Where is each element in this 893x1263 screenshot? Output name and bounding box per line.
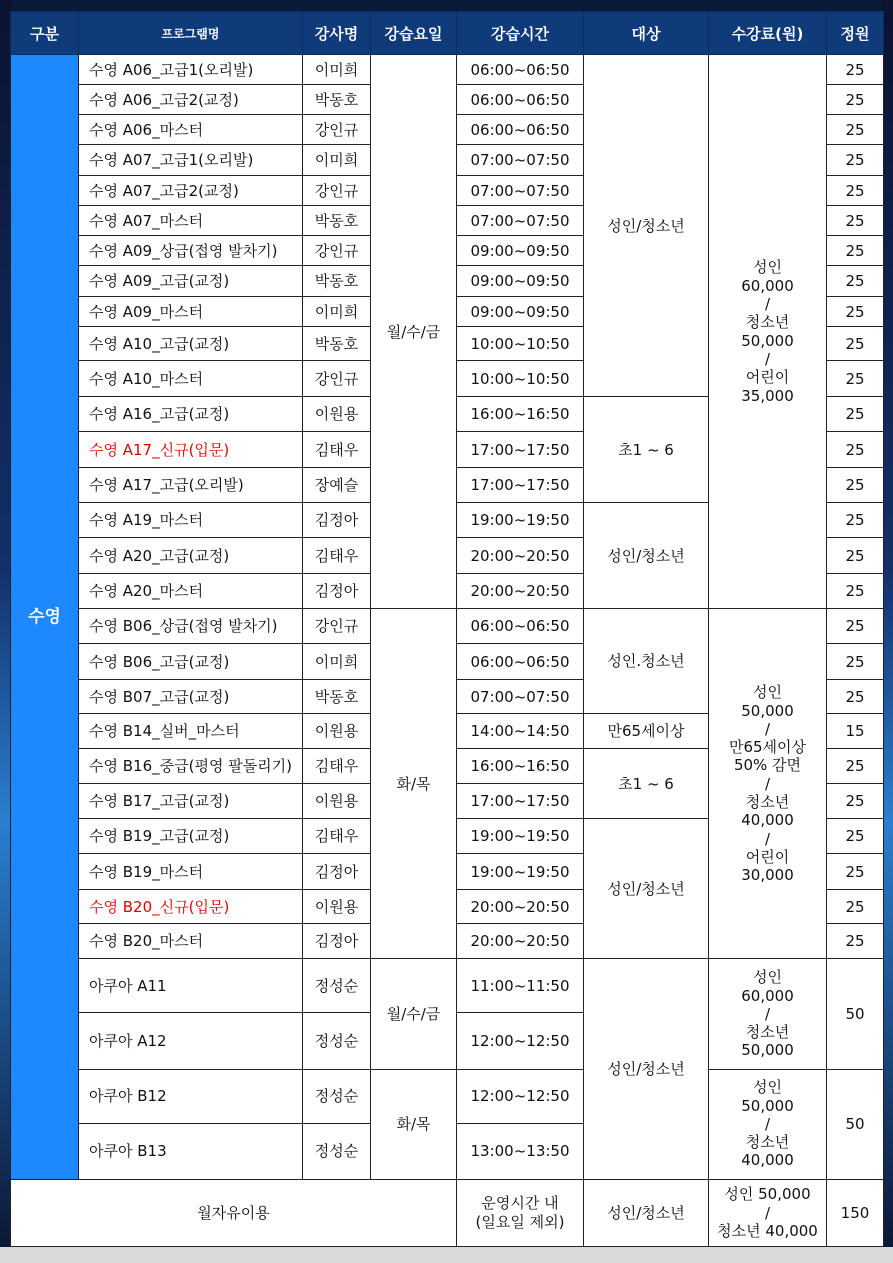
instructor-name: 김정아 <box>303 503 371 538</box>
program-name: 수영 B20_마스터 <box>79 924 303 959</box>
fee-cell-line: / <box>764 829 771 848</box>
class-time: 09:00~09:50 <box>457 297 584 327</box>
program-name: 수영 A09_고급(교정) <box>79 266 303 297</box>
instructor-name: 이미희 <box>303 297 371 327</box>
class-time: 06:00~06:50 <box>457 55 584 85</box>
days-cell: 화/목 <box>371 609 457 959</box>
fee-cell-line: / <box>764 349 771 368</box>
class-time: 19:00~19:50 <box>457 854 584 890</box>
program-name: 수영 A09_마스터 <box>79 297 303 327</box>
instructor-name: 정성순 <box>303 1013 371 1069</box>
instructor-name: 박동호 <box>303 266 371 297</box>
instructor-name: 김정아 <box>303 924 371 959</box>
fee-cell-line: 50% 감면 <box>733 756 802 775</box>
capacity-cell: 25 <box>827 206 884 236</box>
instructor-name: 박동호 <box>303 85 371 115</box>
program-name: 수영 B07_고급(교정) <box>79 680 303 714</box>
program-name: 아쿠아 B13 <box>79 1123 303 1179</box>
instructor-name: 김태우 <box>303 432 371 468</box>
header-time: 강습시간 <box>457 12 584 55</box>
header-instructor: 강사명 <box>303 12 371 55</box>
program-name: 아쿠아 B12 <box>79 1069 303 1123</box>
program-name: 수영 B06_고급(교정) <box>79 644 303 680</box>
program-name: 수영 A19_마스터 <box>79 503 303 538</box>
instructor-name: 장예슬 <box>303 468 371 503</box>
class-time: 17:00~17:50 <box>457 784 584 819</box>
program-name: 수영 B19_마스터 <box>79 854 303 890</box>
class-time: 09:00~09:50 <box>457 236 584 266</box>
instructor-name: 정성순 <box>303 959 371 1013</box>
days-cell: 월/수/금 <box>371 959 457 1069</box>
class-time: 07:00~07:50 <box>457 206 584 236</box>
target-cell: 만65세이상 <box>584 714 709 749</box>
class-time: 16:00~16:50 <box>457 749 584 784</box>
capacity-cell: 25 <box>827 538 884 574</box>
fee-cell <box>709 1179 827 1246</box>
fee-cell-line: 성인 <box>753 683 782 702</box>
fee-cell-line: 어린이 <box>745 368 790 387</box>
fee-cell-line: 청소년 <box>745 313 790 332</box>
target-cell: 성인/청소년 <box>584 959 709 1179</box>
program-name: 수영 A06_마스터 <box>79 115 303 145</box>
program-name: 수영 A20_마스터 <box>79 574 303 609</box>
class-time: 11:00~11:50 <box>457 959 584 1013</box>
program-name: 수영 B06_상급(접영 발차기) <box>79 609 303 644</box>
table-row <box>11 1179 884 1246</box>
class-time: 16:00~16:50 <box>457 397 584 432</box>
capacity-cell: 150 <box>827 1179 884 1246</box>
fee-cell-line: 40,000 <box>741 811 794 830</box>
program-name: 수영 A17_고급(오리발) <box>79 468 303 503</box>
header-fee: 수강료(원) <box>709 12 827 55</box>
program-name: 수영 A07_고급2(교정) <box>79 176 303 206</box>
fee-cell-line: 40,000 <box>741 1151 794 1170</box>
capacity-cell: 15 <box>827 714 884 749</box>
table-row <box>11 55 884 85</box>
class-time: 10:00~10:50 <box>457 361 584 397</box>
class-time: 12:00~12:50 <box>457 1013 584 1069</box>
fee-cell-line: / <box>764 1203 771 1222</box>
class-time: 06:00~06:50 <box>457 644 584 680</box>
instructor-name: 박동호 <box>303 327 371 361</box>
program-name: 수영 A07_마스터 <box>79 206 303 236</box>
instructor-name: 김정아 <box>303 854 371 890</box>
class-time: 17:00~17:50 <box>457 432 584 468</box>
fee-cell-line: 청소년 <box>745 1133 790 1152</box>
class-time <box>457 1179 584 1246</box>
class-time: 07:00~07:50 <box>457 680 584 714</box>
program-name: 수영 A10_마스터 <box>79 361 303 397</box>
instructor-name: 이원용 <box>303 784 371 819</box>
class-time: 06:00~06:50 <box>457 609 584 644</box>
capacity-cell: 25 <box>827 784 884 819</box>
target-cell: 성인/청소년 <box>584 1179 709 1246</box>
program-name: 수영 A17_신규(입문) <box>79 432 303 468</box>
program-name: 수영 B16_중급(평영 팔돌리기) <box>79 749 303 784</box>
table-row <box>11 609 884 644</box>
fee-cell-line: 성인 <box>753 258 782 277</box>
fee-cell-line: / <box>764 295 771 314</box>
class-time: 19:00~19:50 <box>457 503 584 538</box>
swimming-schedule-table <box>10 11 884 1247</box>
class-time-line: (일요일 제외) <box>475 1212 565 1231</box>
capacity-cell: 25 <box>827 432 884 468</box>
capacity-cell: 25 <box>827 115 884 145</box>
capacity-cell: 25 <box>827 85 884 115</box>
program-name: 수영 B17_고급(교정) <box>79 784 303 819</box>
capacity-cell: 50 <box>827 1069 884 1179</box>
capacity-cell: 25 <box>827 266 884 297</box>
capacity-cell: 25 <box>827 574 884 609</box>
fee-cell <box>709 959 827 1069</box>
capacity-cell: 25 <box>827 236 884 266</box>
header-target: 대상 <box>584 12 709 55</box>
capacity-cell: 25 <box>827 468 884 503</box>
instructor-name: 강인규 <box>303 176 371 206</box>
instructor-name: 이미희 <box>303 644 371 680</box>
program-name: 수영 B20_신규(입문) <box>79 890 303 924</box>
program-name: 수영 A07_고급1(오리발) <box>79 145 303 176</box>
capacity-cell: 25 <box>827 609 884 644</box>
instructor-name: 강인규 <box>303 361 371 397</box>
capacity-cell: 25 <box>827 503 884 538</box>
fee-cell-line: / <box>764 774 771 793</box>
capacity-cell: 25 <box>827 361 884 397</box>
capacity-cell: 50 <box>827 959 884 1069</box>
instructor-name: 김태우 <box>303 749 371 784</box>
class-time: 10:00~10:50 <box>457 327 584 361</box>
fee-cell-line: 만65세이상 <box>728 738 807 757</box>
class-time: 13:00~13:50 <box>457 1123 584 1179</box>
program-name: 아쿠아 A11 <box>79 959 303 1013</box>
days-cell: 화/목 <box>371 1069 457 1179</box>
instructor-name: 이원용 <box>303 890 371 924</box>
table-row <box>11 1069 884 1123</box>
fee-cell-line: 50,000 <box>741 1096 794 1115</box>
instructor-name: 이미희 <box>303 55 371 85</box>
fee-cell-line: 50,000 <box>741 701 794 720</box>
class-time: 20:00~20:50 <box>457 574 584 609</box>
class-time: 20:00~20:50 <box>457 890 584 924</box>
capacity-cell: 25 <box>827 924 884 959</box>
fee-cell-line: / <box>764 1004 771 1023</box>
class-time: 07:00~07:50 <box>457 176 584 206</box>
target-cell: 성인.청소년 <box>584 609 709 714</box>
program-name: 수영 A06_고급2(교정) <box>79 85 303 115</box>
target-cell: 성인/청소년 <box>584 503 709 609</box>
program-name: 수영 A16_고급(교정) <box>79 397 303 432</box>
instructor-name: 박동호 <box>303 680 371 714</box>
table-row <box>11 959 884 1013</box>
fee-cell-line: 35,000 <box>741 386 794 405</box>
capacity-cell: 25 <box>827 854 884 890</box>
capacity-cell: 25 <box>827 890 884 924</box>
fee-cell <box>709 609 827 959</box>
target-cell: 성인/청소년 <box>584 55 709 397</box>
days-cell: 월/수/금 <box>371 55 457 609</box>
class-time: 14:00~14:50 <box>457 714 584 749</box>
fee-cell-line: 청소년 40,000 <box>717 1221 818 1240</box>
program-name: 수영 B19_고급(교정) <box>79 819 303 854</box>
fee-cell-line: 청소년 <box>745 1023 790 1042</box>
schedule-body <box>11 55 884 1247</box>
class-time: 20:00~20:50 <box>457 538 584 574</box>
fee-cell-line: / <box>764 719 771 738</box>
program-name: 수영 A20_고급(교정) <box>79 538 303 574</box>
program-name: 월자유이용 <box>11 1179 457 1246</box>
class-time: 07:00~07:50 <box>457 145 584 176</box>
instructor-name: 강인규 <box>303 609 371 644</box>
class-time: 06:00~06:50 <box>457 85 584 115</box>
program-name: 수영 A10_고급(교정) <box>79 327 303 361</box>
header-category: 구분 <box>11 12 79 55</box>
instructor-name: 정성순 <box>303 1123 371 1179</box>
fee-cell-line: 30,000 <box>741 866 794 885</box>
instructor-name: 이원용 <box>303 397 371 432</box>
class-time: 06:00~06:50 <box>457 115 584 145</box>
fee-cell-line: 어린이 <box>745 847 790 866</box>
fee-cell-line: 50,000 <box>741 1041 794 1060</box>
capacity-cell: 25 <box>827 749 884 784</box>
target-cell: 초1 ~ 6 <box>584 397 709 503</box>
instructor-name: 김태우 <box>303 819 371 854</box>
program-name: 아쿠아 A12 <box>79 1013 303 1069</box>
program-name: 수영 A06_고급1(오리발) <box>79 55 303 85</box>
instructor-name: 이미희 <box>303 145 371 176</box>
instructor-name: 김정아 <box>303 574 371 609</box>
capacity-cell: 25 <box>827 819 884 854</box>
fee-cell <box>709 55 827 609</box>
fee-cell-line: 성인 <box>753 1078 782 1097</box>
header-capacity: 정원 <box>827 12 884 55</box>
fee-cell-line: 성인 <box>753 968 782 987</box>
fee-cell-line: 청소년 <box>745 792 790 811</box>
bottom-background-strip <box>0 1247 893 1263</box>
fee-cell <box>709 1069 827 1179</box>
capacity-cell: 25 <box>827 644 884 680</box>
class-time-line: 운영시간 내 <box>481 1194 559 1213</box>
capacity-cell: 25 <box>827 176 884 206</box>
fee-cell-line: 성인 50,000 <box>724 1185 811 1204</box>
class-time: 12:00~12:50 <box>457 1069 584 1123</box>
fee-cell-line: / <box>764 1114 771 1133</box>
capacity-cell: 25 <box>827 327 884 361</box>
category-cell: 수영 <box>11 55 79 1180</box>
class-time: 09:00~09:50 <box>457 266 584 297</box>
instructor-name: 이원용 <box>303 714 371 749</box>
instructor-name: 김태우 <box>303 538 371 574</box>
target-cell: 초1 ~ 6 <box>584 749 709 819</box>
instructor-name: 박동호 <box>303 206 371 236</box>
capacity-cell: 25 <box>827 55 884 85</box>
capacity-cell: 25 <box>827 145 884 176</box>
capacity-cell: 25 <box>827 297 884 327</box>
instructor-name: 강인규 <box>303 236 371 266</box>
fee-cell-line: 60,000 <box>741 986 794 1005</box>
class-time: 20:00~20:50 <box>457 924 584 959</box>
class-time: 19:00~19:50 <box>457 819 584 854</box>
fee-cell-line: 50,000 <box>741 331 794 350</box>
program-name: 수영 A09_상급(접영 발차기) <box>79 236 303 266</box>
fee-cell-line: 60,000 <box>741 276 794 295</box>
header-program: 프로그램명 <box>79 12 303 55</box>
capacity-cell: 25 <box>827 680 884 714</box>
instructor-name: 정성순 <box>303 1069 371 1123</box>
capacity-cell: 25 <box>827 397 884 432</box>
program-name: 수영 B14_실버_마스터 <box>79 714 303 749</box>
instructor-name: 강인규 <box>303 115 371 145</box>
target-cell: 성인/청소년 <box>584 819 709 959</box>
header-days: 강습요일 <box>371 12 457 55</box>
header-row <box>11 12 884 55</box>
class-time: 17:00~17:50 <box>457 468 584 503</box>
